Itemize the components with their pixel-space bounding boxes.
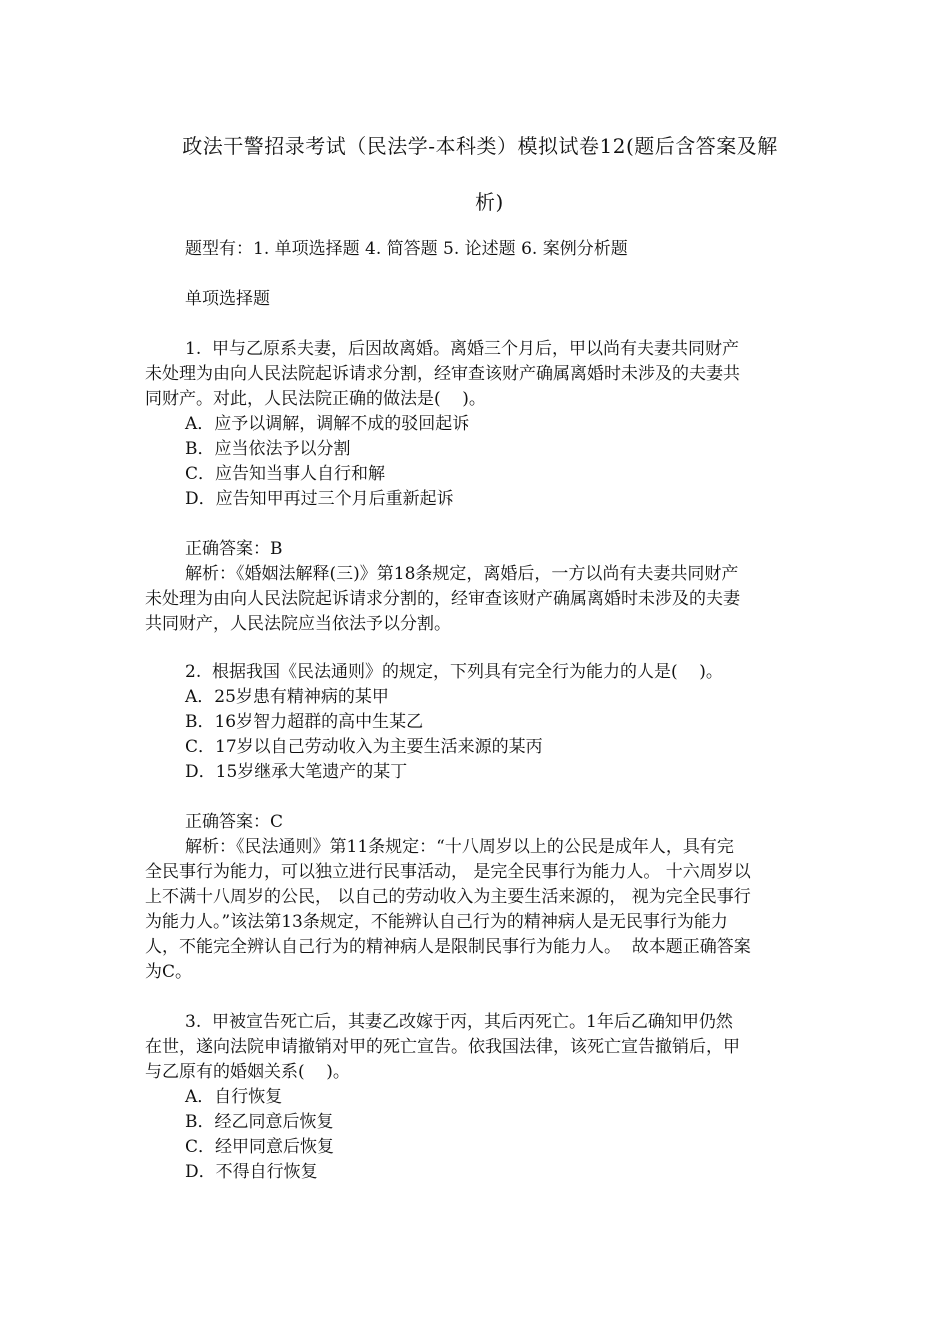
q1-option-b: B．应当依法予以分割 [185, 439, 351, 459]
q3-stem-line-2: 在世，遂向法院申请撤销对甲的死亡宣告。依我国法律，该死亡宣告撤销后，甲 [145, 1037, 740, 1057]
q1-option-a: A．应予以调解，调解不成的驳回起诉 [185, 414, 470, 434]
q3-option-b: B．经乙同意后恢复 [185, 1112, 334, 1132]
q2-analysis-line-2: 全民事行为能力，可以独立进行民事活动， 是完全民事行为能力人。 十六周岁以 [145, 862, 751, 882]
title-line-2: 析) [475, 190, 504, 214]
q3-option-a: A．自行恢复 [185, 1087, 283, 1107]
q2-analysis-line-5: 人，不能完全辨认自己行为的精神病人是限制民事行为能力人。 故本题正确答案 [145, 937, 751, 957]
q1-option-c: C．应告知当事人自行和解 [185, 464, 386, 484]
q2-answer: 正确答案：C [185, 812, 284, 832]
q3-stem-line-3: 与乙原有的婚姻关系( )。 [145, 1062, 350, 1082]
q1-answer: 正确答案：B [185, 539, 283, 559]
q2-analysis-line-1: 解析：《民法通则》第11条规定：“十八周岁以上的公民是成年人，具有完 [185, 837, 734, 857]
q2-option-c: C．17岁以自己劳动收入为主要生活来源的某丙 [185, 737, 543, 757]
q2-option-d: D．15岁继承大笔遗产的某丁 [185, 762, 408, 782]
q3-option-c: C．经甲同意后恢复 [185, 1137, 335, 1157]
q1-stem-line-3: 同财产。对此，人民法院正确的做法是( )。 [145, 389, 486, 409]
title-line-1: 政法干警招录考试（民法学-本科类）模拟试卷12(题后含答案及解 [182, 134, 778, 158]
q1-stem-line-2: 未处理为由向人民法院起诉请求分割，经审查该财产确属离婚时未涉及的夫妻共 [145, 364, 740, 384]
section-heading: 单项选择题 [185, 289, 270, 309]
q3-option-d: D．不得自行恢复 [185, 1162, 318, 1182]
q2-analysis-line-6: 为C。 [145, 962, 193, 982]
q2-stem-line-1: 2. 根据我国《民法通则》的规定，下列具有完全行为能力的人是( )。 [185, 662, 723, 682]
document-title [145, 118, 815, 230]
q1-analysis-line-1: 解析：《婚姻法解释(三)》第18条规定，离婚后，一方以尚有夫妻共同财产 [185, 564, 739, 584]
q1-option-d: D．应告知甲再过三个月后重新起诉 [185, 489, 454, 509]
q2-analysis-line-3: 上不满十八周岁的公民， 以自己的劳动收入为主要生活来源的， 视为完全民事行 [145, 887, 751, 907]
q2-analysis-line-4: 为能力人。”该法第13条规定，不能辨认自己行为的精神病人是无民事行为能力 [145, 912, 728, 932]
q2-option-a: A．25岁患有精神病的某甲 [185, 687, 389, 707]
q1-stem-line-1: 1. 甲与乙原系夫妻，后因故离婚。离婚三个月后，甲以尚有夫妻共同财产 [185, 339, 740, 359]
q2-option-b: B．16岁智力超群的高中生某乙 [185, 712, 424, 732]
q1-analysis-line-3: 共同财产，人民法院应当依法予以分割。 [145, 614, 451, 634]
q3-stem-line-1: 3. 甲被宣告死亡后，其妻乙改嫁于丙，其后丙死亡。1年后乙确知甲仍然 [185, 1012, 733, 1032]
q1-analysis-line-2: 未处理为由向人民法院起诉请求分割的，经审查该财产确属离婚时未涉及的夫妻 [145, 589, 740, 609]
question-types: 题型有：1. 单项选择题 4. 简答题 5. 论述题 6. 案例分析题 [185, 239, 628, 259]
